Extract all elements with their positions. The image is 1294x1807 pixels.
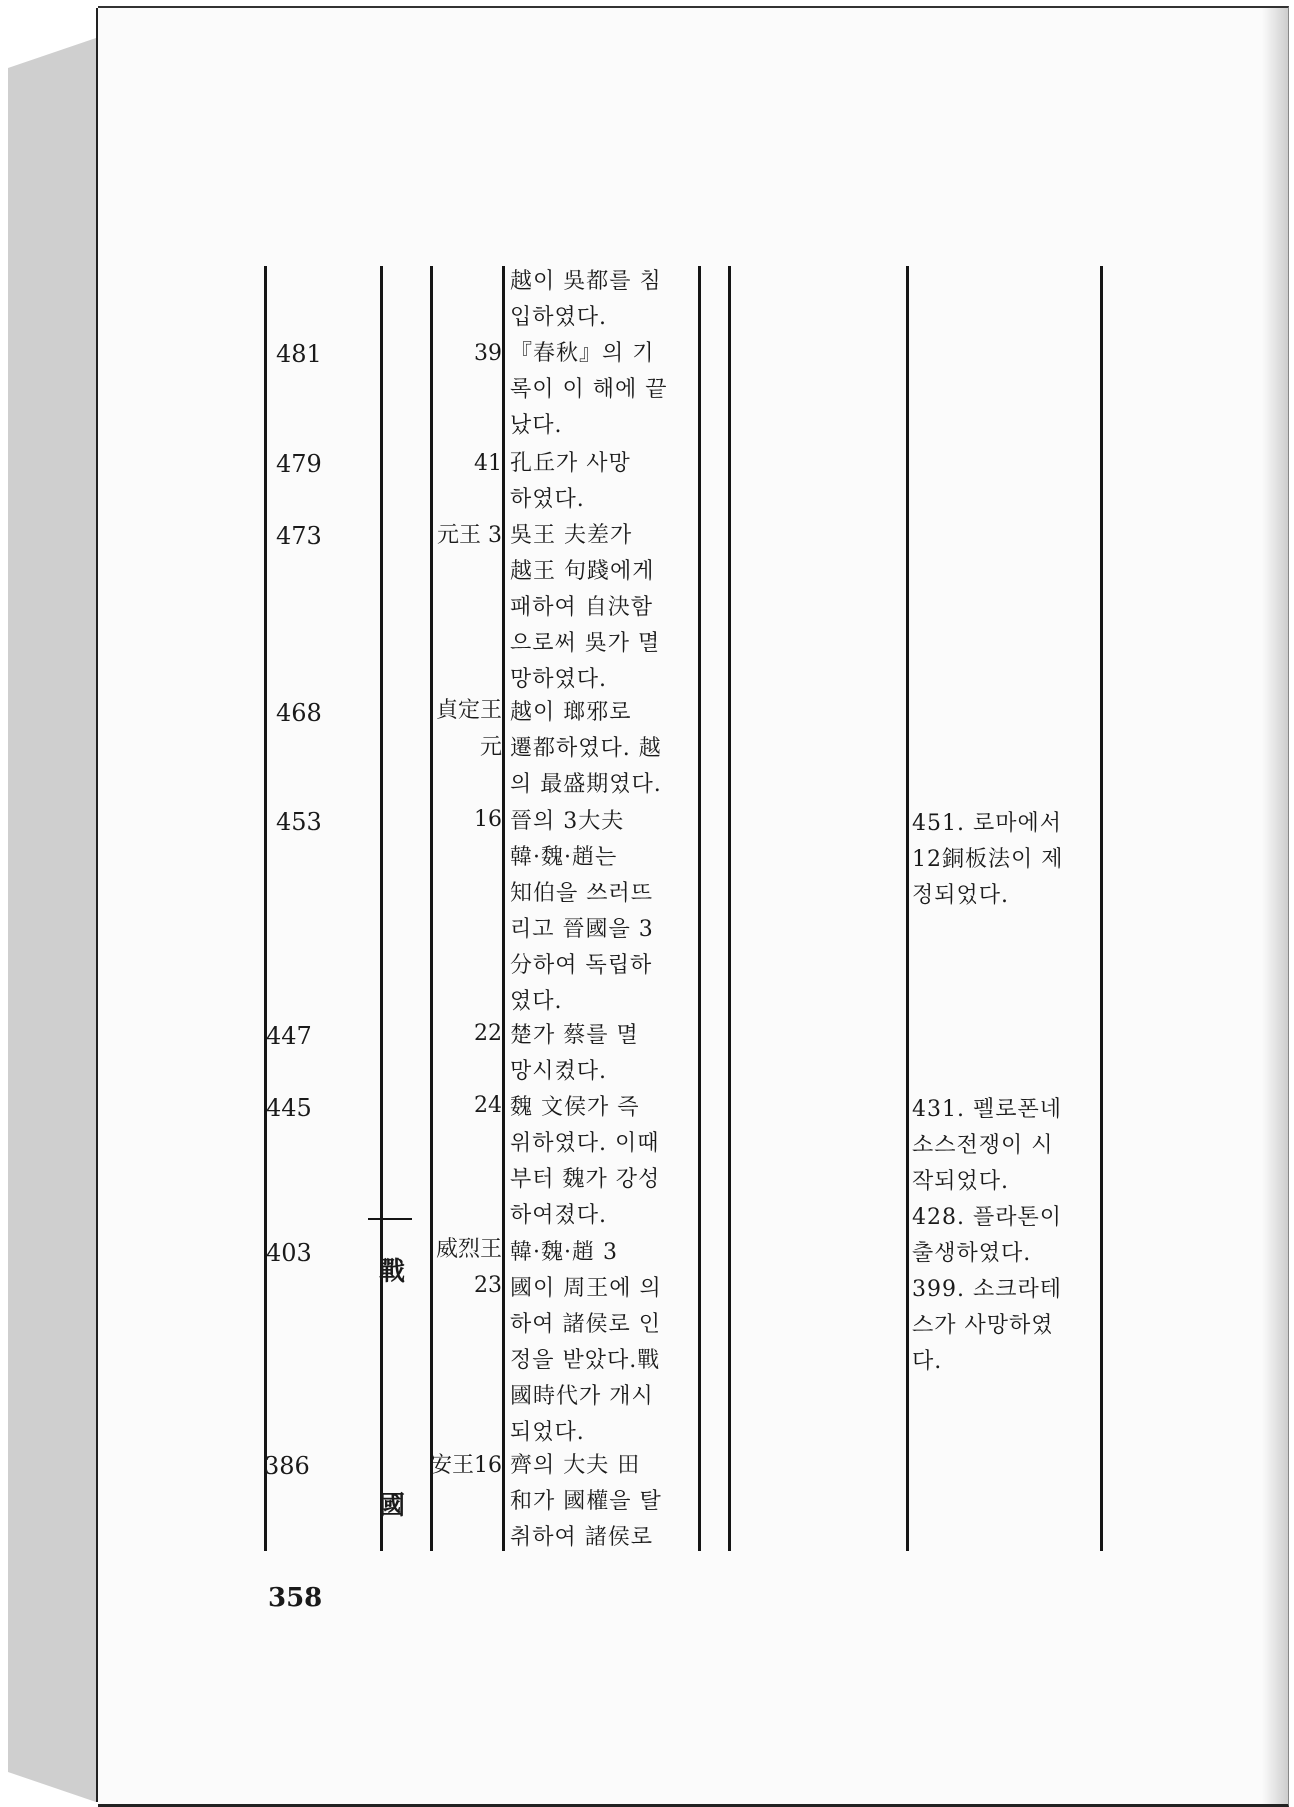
year-473: 473 — [276, 522, 322, 550]
event-line: 國時代가 개시 — [510, 1384, 654, 1409]
event-line: 齊의 大夫 田 — [510, 1453, 641, 1478]
event-line: 晉의 3大夫 — [510, 809, 625, 834]
event-line: 의 最盛期였다. — [510, 772, 662, 797]
reign-453: 16 — [474, 807, 502, 832]
event-line: 分하여 독립하 — [510, 953, 653, 978]
event-line: 知伯을 쓰러뜨 — [510, 881, 654, 906]
event-entry-3 — [510, 446, 696, 518]
event-line: 『春秋』의 기 — [510, 341, 655, 366]
world-line: 399. 소크라테 — [912, 1277, 1062, 1302]
reign-468-name: 貞定王 — [435, 698, 502, 723]
event-line: 났다. — [510, 413, 563, 438]
book-spine — [8, 38, 96, 1802]
event-entry-4 — [510, 518, 696, 698]
period-divider — [368, 1218, 412, 1220]
world-entry-3 — [912, 1200, 1098, 1272]
event-line: 國이 周王에 의 — [510, 1276, 662, 1301]
world-entry-2 — [912, 1092, 1098, 1200]
year-468: 468 — [276, 699, 322, 727]
column-rule-4 — [502, 266, 505, 1551]
world-line: 소스전쟁이 시 — [912, 1133, 1054, 1158]
reign-447: 22 — [474, 1021, 502, 1046]
world-line: 스가 사망하였 — [912, 1313, 1054, 1338]
reign-403-name: 威烈王 — [435, 1237, 502, 1262]
event-entry-1 — [510, 264, 696, 336]
event-line: 리고 晉國을 3 — [510, 917, 654, 942]
event-entry-6 — [510, 804, 696, 1020]
event-line: 越이 瑯邪로 — [510, 700, 632, 725]
world-line: 431. 펠로폰네 — [912, 1097, 1062, 1122]
event-line: 망시켰다. — [510, 1059, 608, 1084]
reign-386: 安王16 — [430, 1453, 502, 1478]
event-line: 越王 句踐에게 — [510, 559, 655, 584]
world-entry-1 — [912, 806, 1098, 914]
event-entry-2 — [510, 336, 696, 444]
year-403: 403 — [266, 1239, 312, 1267]
reign-445: 24 — [474, 1093, 502, 1118]
column-rule-1 — [264, 266, 267, 1551]
event-line: 부터 魏가 강성 — [510, 1167, 661, 1192]
event-line: 楚가 蔡를 멸 — [510, 1023, 639, 1048]
event-line: 韓·魏·趙 3 — [510, 1240, 618, 1265]
event-line: 였다. — [510, 989, 563, 1014]
world-line: 12銅板法이 제 — [912, 847, 1064, 872]
event-line: 魏 文侯가 즉 — [510, 1095, 640, 1120]
year-453: 453 — [276, 808, 322, 836]
reign-479: 41 — [474, 451, 502, 476]
world-line: 작되었다. — [912, 1169, 1010, 1194]
event-line: 으로써 吳가 멸 — [510, 631, 661, 656]
year-479: 479 — [276, 450, 322, 478]
event-entry-10 — [510, 1448, 696, 1556]
event-line: 和가 國權을 탈 — [510, 1489, 662, 1514]
event-line: 망하였다. — [510, 667, 608, 692]
reign-403-year: 23 — [474, 1273, 502, 1298]
event-entry-8 — [510, 1090, 696, 1234]
world-entry-4 — [912, 1272, 1098, 1380]
event-line: 하여졌다. — [510, 1203, 608, 1228]
event-line: 遷都하였다. 越 — [510, 736, 662, 761]
event-line: 吳王 夫差가 — [510, 523, 633, 548]
column-rule-7 — [906, 266, 909, 1551]
world-line: 정되었다. — [912, 883, 1010, 908]
world-line: 428. 플라톤이 — [912, 1205, 1062, 1230]
event-line: 韓·魏·趙는 — [510, 845, 618, 870]
reign-468-year: 元 — [479, 735, 502, 760]
event-line: 하였다. — [510, 487, 585, 512]
event-line: 취하여 諸侯로 — [510, 1525, 654, 1550]
period-char-2: 國 — [378, 1491, 405, 1521]
event-line: 위하였다. 이때 — [510, 1131, 660, 1156]
event-line: 하여 諸侯로 인 — [510, 1312, 661, 1337]
year-386: 386 — [264, 1452, 310, 1480]
event-line: 정을 받았다.戰 — [510, 1348, 661, 1373]
world-line: 451. 로마에서 — [912, 811, 1062, 836]
world-line: 출생하였다. — [912, 1241, 1032, 1266]
column-rule-2 — [380, 266, 383, 1551]
page-number: 358 — [268, 1583, 323, 1613]
reign-481: 39 — [474, 341, 502, 366]
event-entry-7 — [510, 1018, 696, 1090]
event-line: 越이 吳都를 침 — [510, 269, 662, 294]
event-line: 孔丘가 사망 — [510, 451, 631, 476]
event-line: 입하였다. — [510, 305, 608, 330]
page-shadow — [1262, 8, 1288, 1804]
event-line: 패하여 自決함 — [510, 595, 654, 620]
column-rule-5 — [698, 266, 701, 1551]
column-rule-8 — [1100, 266, 1103, 1551]
reign-473: 元王 3 — [437, 523, 502, 548]
year-447: 447 — [266, 1022, 312, 1050]
world-line: 다. — [912, 1349, 943, 1374]
event-entry-5 — [510, 695, 696, 803]
year-481: 481 — [276, 340, 322, 368]
period-char-1: 戰 — [378, 1257, 405, 1287]
year-445: 445 — [266, 1094, 312, 1122]
column-rule-6 — [728, 266, 731, 1551]
event-line: 되었다. — [510, 1420, 585, 1445]
event-line: 록이 이 해에 끝 — [510, 377, 668, 402]
event-entry-9 — [510, 1235, 696, 1451]
